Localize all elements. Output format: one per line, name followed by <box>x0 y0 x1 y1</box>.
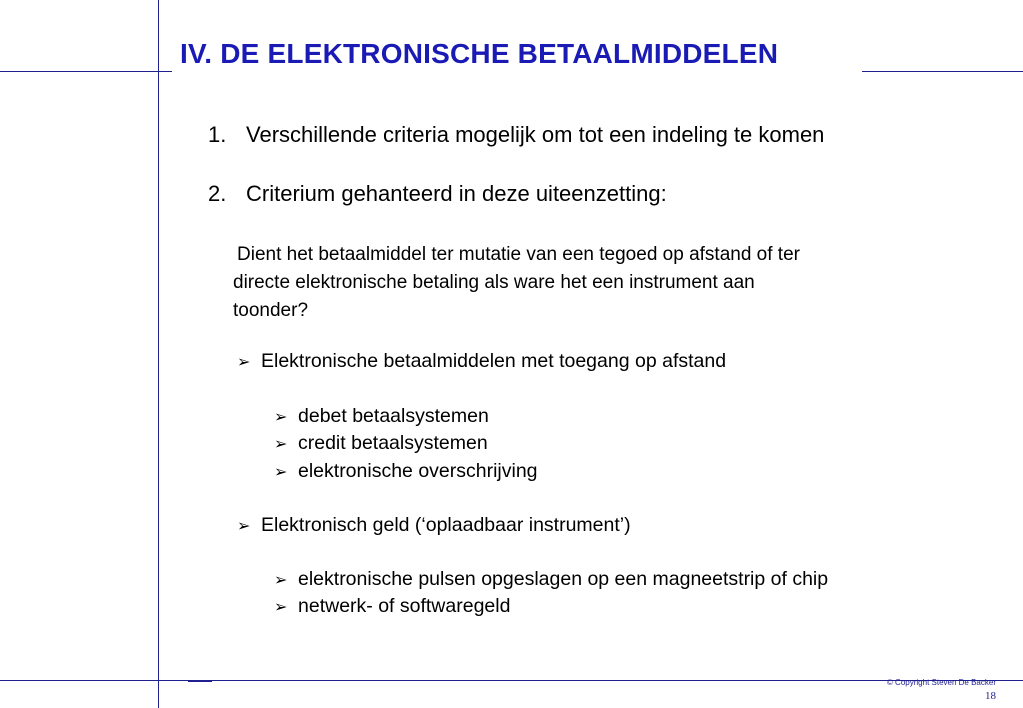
vertical-rule <box>158 0 159 708</box>
item-text: Criterium gehanteerd in deze uiteenzetting: <box>246 181 667 206</box>
paragraph-line-1: Dient het betaalmiddel ter mutatie van een tegoed op afstand of ter <box>237 244 800 265</box>
page-number: 18 <box>985 690 996 702</box>
group-heading-electronic-money <box>237 514 631 537</box>
top-rule-left <box>0 71 172 72</box>
slide-title: IV. DE ELEKTRONISCHE BETAALMIDDELEN <box>180 38 779 69</box>
bullet-text: Elektronisch geld (‘oplaadbaar instrument’) <box>261 514 631 536</box>
bottom-rule <box>0 680 1023 681</box>
item-number: 1. <box>208 122 227 147</box>
item-text: Verschillende criteria mogelijk om tot een indeling te komen <box>246 122 825 147</box>
arrow-bullet-icon: ➢ <box>274 436 288 453</box>
bullet-text: credit betaalsystemen <box>298 432 488 454</box>
bullet-text: elektronische pulsen opgeslagen op een magneetstrip of chip <box>298 568 829 590</box>
arrow-bullet-icon: ➢ <box>274 599 288 616</box>
list-item <box>274 595 510 618</box>
list-item <box>274 432 488 455</box>
numbered-item-2 <box>208 181 667 207</box>
arrow-bullet-icon: ➢ <box>274 464 288 481</box>
list-item <box>274 405 489 428</box>
list-item <box>274 460 538 483</box>
group-heading-remote-access <box>237 350 726 373</box>
top-rule-right <box>862 71 1023 72</box>
bullet-text: Elektronische betaalmiddelen met toegang op afstand <box>261 350 727 372</box>
item-number: 2. <box>208 181 227 206</box>
paragraph-line-3: toonder? <box>233 300 309 321</box>
criterion-paragraph <box>233 241 953 325</box>
paragraph-line-2: directe elektronische betaling als ware het een instrument aan <box>233 272 755 293</box>
arrow-bullet-icon: ➢ <box>274 409 288 426</box>
bullet-text: elektronische overschrijving <box>298 460 538 482</box>
arrow-bullet-icon: ➢ <box>237 518 251 535</box>
bullet-text: debet betaalsystemen <box>298 405 489 427</box>
copyright-notice: © Copyright Steven De Backer <box>886 678 996 687</box>
bullet-text: netwerk- of softwaregeld <box>298 595 511 617</box>
arrow-bullet-icon: ➢ <box>274 572 288 589</box>
list-item <box>274 568 828 591</box>
bottom-rule-accent <box>188 681 212 682</box>
arrow-bullet-icon: ➢ <box>237 354 251 371</box>
numbered-item-1 <box>208 122 824 148</box>
